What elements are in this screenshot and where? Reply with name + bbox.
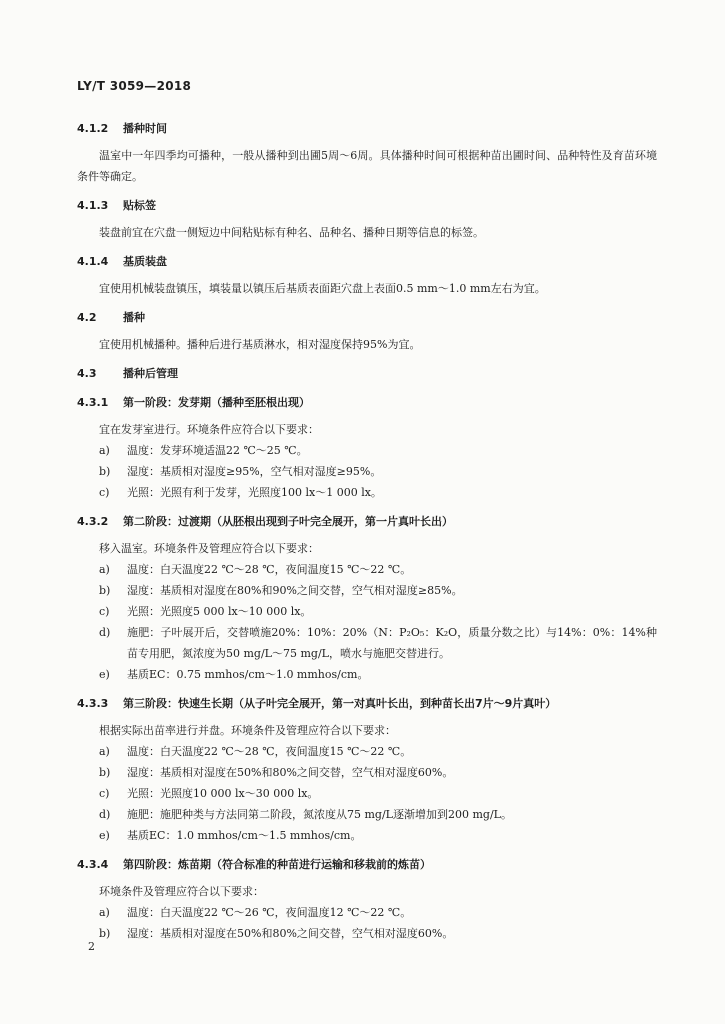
document-body bbox=[77, 118, 657, 944]
list-item: c) 光照：光照有利于发芽，光照度100 lx～1 000 lx。 bbox=[99, 486, 382, 499]
standard-code: LY/T 3059—2018 bbox=[77, 79, 192, 93]
paragraph: 温室中一年四季均可播种，一般从播种到出圃5周～6周。具体播种时间可根据种苗出圃时间、品种特性及育苗环境条件等确定。 bbox=[77, 149, 657, 183]
list-item: c) 光照：光照度10 000 lx～30 000 lx。 bbox=[99, 787, 319, 800]
section-heading: 4.3 播种后管理 bbox=[77, 367, 178, 380]
subsection-heading: 4.3.1 第一阶段：发芽期（播种至胚根出现） bbox=[77, 396, 310, 409]
list-item: a) 温度：白天温度22 ℃～26 ℃，夜间温度12 ℃～22 ℃。 bbox=[99, 906, 412, 919]
list-item: b) 湿度：基质相对湿度在50%和80%之间交替，空气相对湿度60%。 bbox=[99, 766, 454, 779]
subsection-heading: 4.3.4 第四阶段：炼苗期（符合标准的种苗进行运输和移栽前的炼苗） bbox=[77, 858, 431, 871]
subsection-heading: 4.3.3 第三阶段：快速生长期（从子叶完全展开，第一对真叶长出，到种苗长出7片～9片真叶） bbox=[77, 697, 557, 710]
list-item: a) 温度：白天温度22 ℃～28 ℃，夜间温度15 ℃～22 ℃。 bbox=[99, 563, 412, 576]
list-item: d) 施肥：子叶展开后，交替喷施20%：10%：20%（N：P₂O₅：K₂O，质量分数之比）与14%：0%：14%种苗专用肥，氮浓度为50 mg/L～75 mg/L，喷水与施肥交替进行。 bbox=[99, 626, 657, 660]
paragraph: 宜使用机械播种。播种后进行基质淋水，相对湿度保持95%为宜。 bbox=[99, 338, 421, 351]
list-item: b) 湿度：基质相对湿度≥95%，空气相对湿度≥95%。 bbox=[99, 465, 382, 478]
paragraph: 环境条件及管理应符合以下要求： bbox=[99, 885, 264, 898]
section-heading: 4.1.3 贴标签 bbox=[77, 199, 156, 212]
list-item: b) 湿度：基质相对湿度在80%和90%之间交替，空气相对湿度≥85%。 bbox=[99, 584, 463, 597]
section-heading: 4.2 播种 bbox=[77, 311, 145, 324]
paragraph: 移入温室。环境条件及管理应符合以下要求： bbox=[99, 542, 319, 555]
subsection-heading: 4.3.2 第二阶段：过渡期（从胚根出现到子叶完全展开，第一片真叶长出） bbox=[77, 515, 453, 528]
paragraph: 装盘前宜在穴盘一侧短边中间粘贴标有种名、品种名、播种日期等信息的标签。 bbox=[99, 226, 484, 239]
list-item: b) 湿度：基质相对湿度在50%和80%之间交替，空气相对湿度60%。 bbox=[99, 927, 454, 940]
list-item: a) 温度：白天温度22 ℃～28 ℃，夜间温度15 ℃～22 ℃。 bbox=[99, 745, 412, 758]
list-item: c) 光照：光照度5 000 lx～10 000 lx。 bbox=[99, 605, 312, 618]
paragraph: 宜在发芽室进行。环境条件应符合以下要求： bbox=[99, 423, 319, 436]
section-heading: 4.1.4 基质装盘 bbox=[77, 255, 167, 268]
list-item: d) 施肥：施肥种类与方法同第二阶段，氮浓度从75 mg/L逐渐增加到200 mg/L。 bbox=[99, 808, 512, 821]
list-item: e) 基质EC：0.75 mmhos/cm～1.0 mmhos/cm。 bbox=[99, 668, 369, 681]
paragraph: 根据实际出苗率进行并盘。环境条件及管理应符合以下要求： bbox=[99, 724, 396, 737]
paragraph: 宜使用机械装盘镇压，填装量以镇压后基质表面距穴盘上表面0.5 mm～1.0 mm左右为宜。 bbox=[99, 282, 546, 295]
section-heading: 4.1.2 播种时间 bbox=[77, 122, 167, 135]
list-item: e) 基质EC：1.0 mmhos/cm～1.5 mmhos/cm。 bbox=[99, 829, 362, 842]
page-number: 2 bbox=[88, 940, 95, 953]
list-item: a) 温度：发芽环境适温22 ℃～25 ℃。 bbox=[99, 444, 308, 457]
